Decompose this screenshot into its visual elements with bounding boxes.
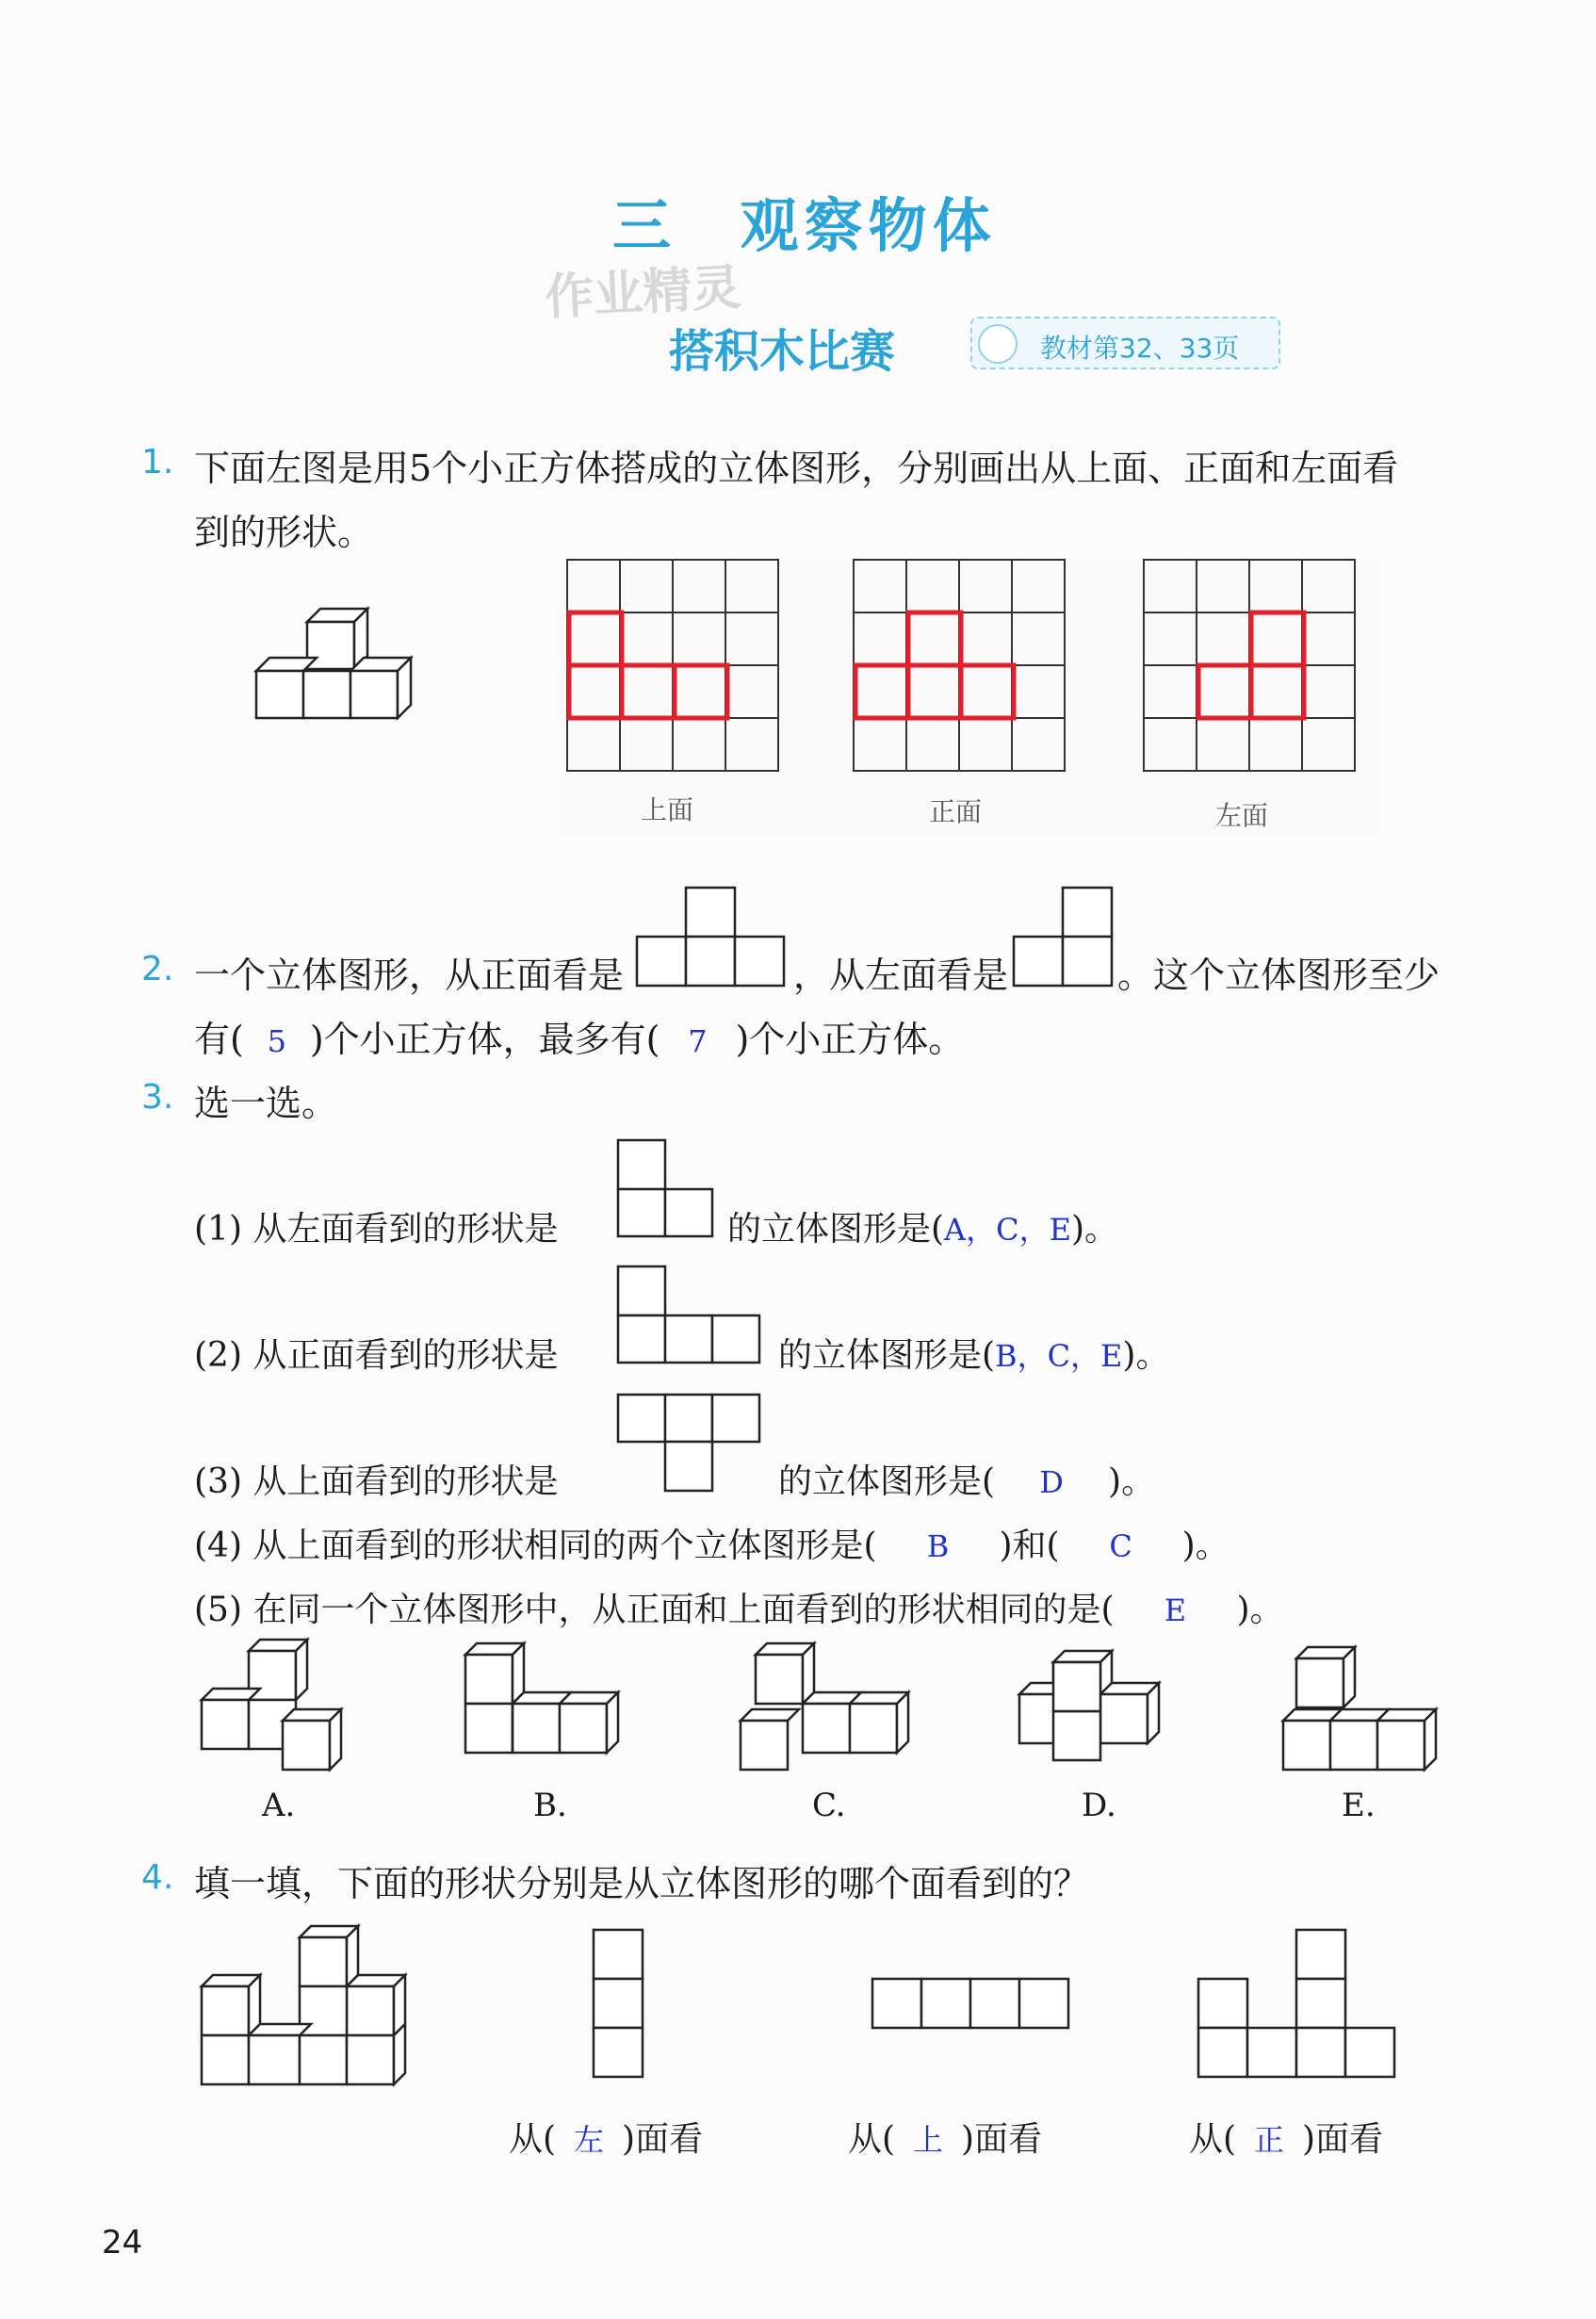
watermark: 作业精灵	[543, 259, 742, 327]
q3-item1-end: )。	[1071, 1210, 1119, 1249]
q3-item1-prefix: (1) 从左面看到的形状是	[194, 1210, 559, 1249]
q3-item2-answer: B，C，E	[995, 1338, 1123, 1374]
q3-item4	[194, 1519, 1230, 1567]
q4-a1-post: )面看	[622, 2120, 704, 2159]
q4-text: 填一填，下面的形状分别是从立体图形的哪个面看到的？	[194, 1863, 1090, 1904]
q4-view-3	[1197, 1928, 1404, 2079]
q3-item4-end: )。	[1181, 1527, 1230, 1565]
q4-a3-pre: 从(	[1189, 2120, 1237, 2159]
q4-a1-value: 左	[574, 2122, 605, 2158]
q3-item5-answer: E	[1164, 1592, 1187, 1628]
q4-answer-3	[1189, 2113, 1383, 2161]
q3-item3-prefix: (3) 从上面看到的形状是	[194, 1462, 559, 1501]
option-c-label: C.	[812, 1787, 846, 1824]
q2-text-2: ，从左面看是	[793, 955, 1009, 996]
q1-text-line2: 到的形状。	[194, 512, 374, 553]
q2-front-view-shape	[637, 886, 788, 989]
q3-item3-post: 的立体图形是(	[778, 1462, 996, 1501]
q3-item1-answer: A，C，E	[944, 1212, 1072, 1248]
q3-item5-prefix: (5) 在同一个立体图形中，从正面和上面看到的形状相同的是(	[194, 1591, 1115, 1629]
q2-text-4: 有(	[194, 1019, 244, 1060]
q3-item4-answer1: B	[926, 1528, 950, 1564]
q3-item5-end: )。	[1236, 1591, 1284, 1629]
grid-label-front: 正面	[929, 796, 983, 827]
q4-a2-pre: 从(	[848, 2120, 896, 2159]
q2-left-view-shape	[1014, 886, 1117, 989]
q3-item1-shape	[616, 1138, 720, 1242]
q3-item1-suffix	[727, 1202, 1118, 1250]
page-ref: 教材第32、33页	[1040, 333, 1240, 364]
q3-title: 选一选。	[194, 1083, 338, 1124]
option-b-figure	[462, 1636, 650, 1777]
option-e-figure	[1279, 1636, 1468, 1777]
q2-text-3: 。这个立体图形至少	[1117, 955, 1441, 996]
page-ref-badge	[970, 317, 1280, 369]
q4-answer-2	[848, 2113, 1042, 2161]
grid-label-top: 上面	[641, 794, 694, 825]
q4-view-1	[592, 1928, 648, 2079]
option-c-figure	[737, 1636, 925, 1777]
page-number: 24	[102, 2224, 143, 2262]
q4-number: 4.	[141, 1858, 174, 1897]
q3-item1-post: 的立体图形是(	[727, 1210, 945, 1249]
option-a-label: A.	[262, 1787, 296, 1824]
q3-item2-post: 的立体图形是(	[778, 1336, 996, 1375]
q2-number: 2.	[141, 950, 174, 988]
q3-item3-end: )。	[1108, 1462, 1156, 1501]
q3-item4-prefix: (4) 从上面看到的形状相同的两个立体图形是(	[194, 1527, 877, 1565]
q4-answer-1	[509, 2113, 703, 2161]
q4-a2-value: 上	[913, 2122, 944, 2158]
q2-line2	[194, 1010, 964, 1062]
section-title: 搭积木比赛	[669, 325, 896, 378]
option-b-label: B.	[533, 1787, 567, 1824]
q3-item3-suffix	[778, 1455, 1155, 1503]
q1-number: 1.	[141, 443, 174, 482]
chapter-title: 三 观察物体	[612, 191, 997, 260]
q2-text-6: )个小正方体。	[735, 1019, 965, 1060]
q4-view-2	[871, 1977, 1078, 2033]
option-d-label: D.	[1082, 1787, 1116, 1824]
grid-top	[567, 560, 778, 771]
q4-a2-post: )面看	[961, 2120, 1043, 2159]
q2-answer-max: 7	[688, 1023, 708, 1059]
q3-item3-shape	[616, 1393, 767, 1496]
q4-a3-value: 正	[1254, 2122, 1285, 2158]
q3-item2-end: )。	[1122, 1336, 1170, 1375]
q4-a3-post: )面看	[1302, 2120, 1384, 2159]
q3-number: 3.	[141, 1078, 174, 1117]
q1-text-line1: 下面左图是用5个小正方体搭成的立体图形，分别画出从上面、正面和左面看	[194, 448, 1399, 489]
q1-grid-panel	[556, 556, 1376, 839]
option-e-label: E.	[1342, 1787, 1376, 1824]
q4-a1-pre: 从(	[509, 2120, 557, 2159]
q3-item4-mid: )和(	[999, 1527, 1060, 1565]
option-d-figure	[1016, 1636, 1204, 1777]
grid-label-left: 左面	[1215, 800, 1269, 831]
q3-item2-suffix	[778, 1329, 1169, 1377]
q3-item3-answer: D	[1039, 1464, 1064, 1500]
q2-text-1: 一个立体图形，从正面看是	[194, 955, 625, 996]
grid-front	[854, 560, 1065, 771]
q3-item2-shape	[616, 1265, 767, 1368]
q1-3d-figure	[252, 603, 422, 735]
q2-text-5: )个小正方体，最多有(	[309, 1019, 660, 1060]
grid-left	[1144, 560, 1355, 771]
q4-3d-figure	[198, 1913, 424, 2101]
q3-item5	[194, 1583, 1284, 1631]
option-a-figure	[198, 1636, 367, 1777]
swirl-icon	[978, 324, 1018, 364]
q3-item4-answer2: C	[1109, 1528, 1132, 1564]
q3-item2-prefix: (2) 从正面看到的形状是	[194, 1336, 559, 1375]
q2-answer-min: 5	[267, 1023, 286, 1059]
